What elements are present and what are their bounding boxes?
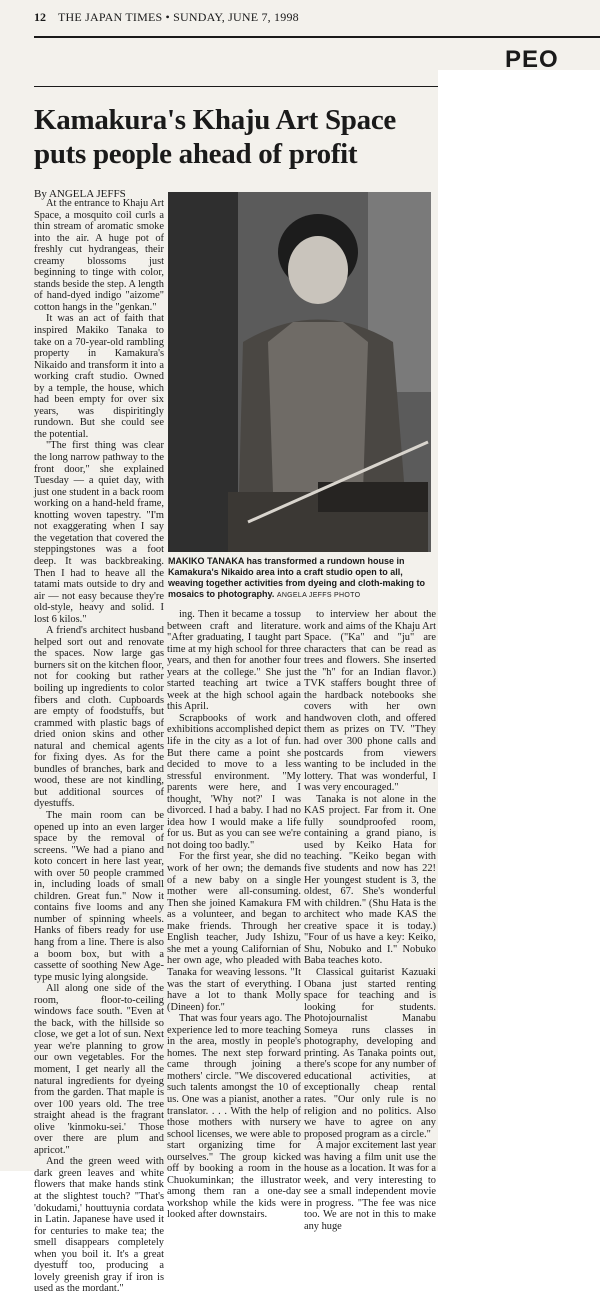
article-paragraph: All along one side of the room, floor-to-ceiling windows face south. "Even at the back, with the hillside so close, we get a lot of sun. Next year we're planning to grow our own vegetables. For the moment, I get nearly all the natural ingredients for dyeing from the garden. That maple is over 100 years old. The tree straight ahead is the fragrant olive 'kinmoku-sei.' Those over there are plum and apricot." [34,983,164,1156]
article-column-3 [304,609,436,1232]
section-tab: PEO [505,46,559,73]
article-photo [168,192,431,552]
article-paragraph: "The first thing was clear the long narrow pathway to the front door," she explained Tuesday — a quiet day, with just one student in a back room working on a hand-held frame, knotting woven tapestry. "I'm not exaggerating when I say the vegetation that covered the steppingstones was a foot deep. It was backbreaking. Then I had to heave all the tatami mats outside to dry and air — not easy because they're old-style, heavy and solid. I lost 6 kilos." [34,440,164,625]
masthead [0,0,600,40]
article-paragraph: Tanaka is not alone in the KAS project. Far from it. One fully soundproofed room, containing a grand piano, is used by Keiko Hata for teaching. "Keiko began with five students and now has 22! Her youngest student is 3, the oldest, 67. She's wonderful with children." (Shu Hata is the architect who made KAS the creative space it is today.) "Four of us have a key: Keiko, Shu, Nobuko and I." Nobuko Baba teaches koto. [304,793,436,967]
photo-caption [168,556,434,601]
article-column-2 [167,609,301,1221]
article-paragraph: For the first year, she did no work of her own; the demands of a new baby on a single mother were all-consuming. Then she joined Kamakura FM as a volunteer, and began to make friends. Through her English teacher, Judy Ishizu, she met a young Californian of her own age, who pleaded with Tanaka for weaving lessons. "It was the start of everything. I have a lot to thank Molly (Dineen) for." [167,851,301,1013]
headline-rule [34,86,438,87]
article-paragraph: Scrapbooks of work and exhibitions accomplished depict life in the city as a lot of fun. But there came a point she decided to move to a less stressful environment. "My parents were here, and I thought, 'Why not?' I was divorced. I had a baby. I had no idea how I would make a life for us. But as you can see we're not doing too badly." [167,712,301,851]
article-paragraph: Classical guitarist Kazuaki Obana just started renting space for teaching and is looking for students. Photojournalist Manabu Someya runs classes in photography, developing and printing. As Tanaka points out, there's scope for any number of educational activities, at exceptionally cheap rental rates. "Our only rule is no religion and no politics. Also we have to agree on any proposed program as a circle." [304,966,436,1140]
article-byline: By ANGELA JEFFS [34,188,126,200]
caption-text: MAKIKO TANAKA has transformed a rundown house in Kamakura's Nikaido area into a craft studio open to all, weaving together activities from dyeing and cloth-making to mosaics to photography. [168,556,426,599]
article-paragraph: A major excitement last year was having a film unit use the house as a location. It was for a week, and very interesting to see a small independent movie in progress. "The fee was nice too. We are not in this to make any huge [304,1140,436,1232]
article-paragraph: And the green weed with dark green leaves and white flowers that make hands stink at the slightest touch? "That's 'dokudami,' houttuynia cordata in Latin. Japanese have used it for centuries to make tea; the smell disappears completely when you boil it. It's a great dyestuff too, producing a lovely greenish gray if iron is used as the mordant." [34,1156,164,1295]
blank-margin [438,70,600,1171]
article-paragraph: ing. Then it became a tossup between craft and literature. "After graduating, I taught part time at my high school for three years, and then for another four years at the college." She just started teaching art twice a week at the high school again this April. [167,609,301,713]
article-paragraph: to interview her about the work and aims of the Khaju Art Space. ("Ka" and "ju" are characters that can be read as trees and flowers. She inserted the "h" for an Indian flavor.) TVK staffers bought three of the hardback notebooks she covers with her own handwoven cloth, and offered them as prizes on TV. "They had over 300 phone calls and postcards from viewers wanting to be included in the lottery. That was wonderful, I was very encouraged." [304,609,436,794]
page-number: 12 [34,10,46,24]
article-paragraph: It was an act of faith that inspired Makiko Tanaka to take on a 70-year-old rambling property in Kamakura's Nikaido and transform it into a working craft studio. Owned by a temple, the house, which had been empty for over six years, was dispiritingly rundown. But she could see the potential. [34,313,164,440]
photo-credit: ANGELA JEFFS PHOTO [276,592,361,599]
article-paragraph: The main room can be opened up into an even larger space by the removal of screens. "We had a piano and koto concert in here last year, with over 50 people crammed in, including loads of small children. Great fun." Now it contains five looms and any number of spinning wheels. Hanks of fibers ready for use hang from a line. There is also a boom box, but with a cassette of soothing New Age-type music lying alongside. [34,809,164,983]
article-paragraph: At the entrance to Khaju Art Space, a mosquito coil curls a thin stream of aromatic smoke into the air. A huge pot of freshly cut hydrangeas, their creamy blossoms just beginning to tinge with color, stands beside the step. A length of hand-dyed indigo "aizome" cotton hangs in the "genkan." [34,198,165,313]
article-column-1 [34,198,165,1295]
article-paragraph: A friend's architect husband helped sort out and renovate the spaces. Now large gas burners sit on the kitchen floor, not for cooking but rather boiling up ingredients to color fibers and cloth. Cupboards are empty of foodstuffs, but crammed with plastic bags of dried onion skins and other natural and chemical agents for fixing dyes. As for the bundles of branches, bark and wood, these are not kindling, but additional sources of dyestuffs. [34,625,165,810]
portrait-illustration [168,192,431,552]
article-headline: Kamakura's Khaju Art Space puts people ahead of profit [34,104,396,170]
masthead-rule [34,36,600,38]
paper-dateline: THE JAPAN TIMES • SUNDAY, JUNE 7, 1998 [58,10,299,24]
article-paragraph: That was four years ago. The experience led to more teaching in the area, mostly in people's homes. The next step forward came through joining a mothers' circle. "We discovered such talents amongst the 10 of us. One was a pianist, another a translator. . . . With the help of those mothers with nursery school licenses, we were able to start organizing time for ourselves." The group kicked off by booking a room in the Chuokuminkan; the illustrator among them ran a one-day workshop while the kids were looked after downstairs. [167,1013,301,1221]
